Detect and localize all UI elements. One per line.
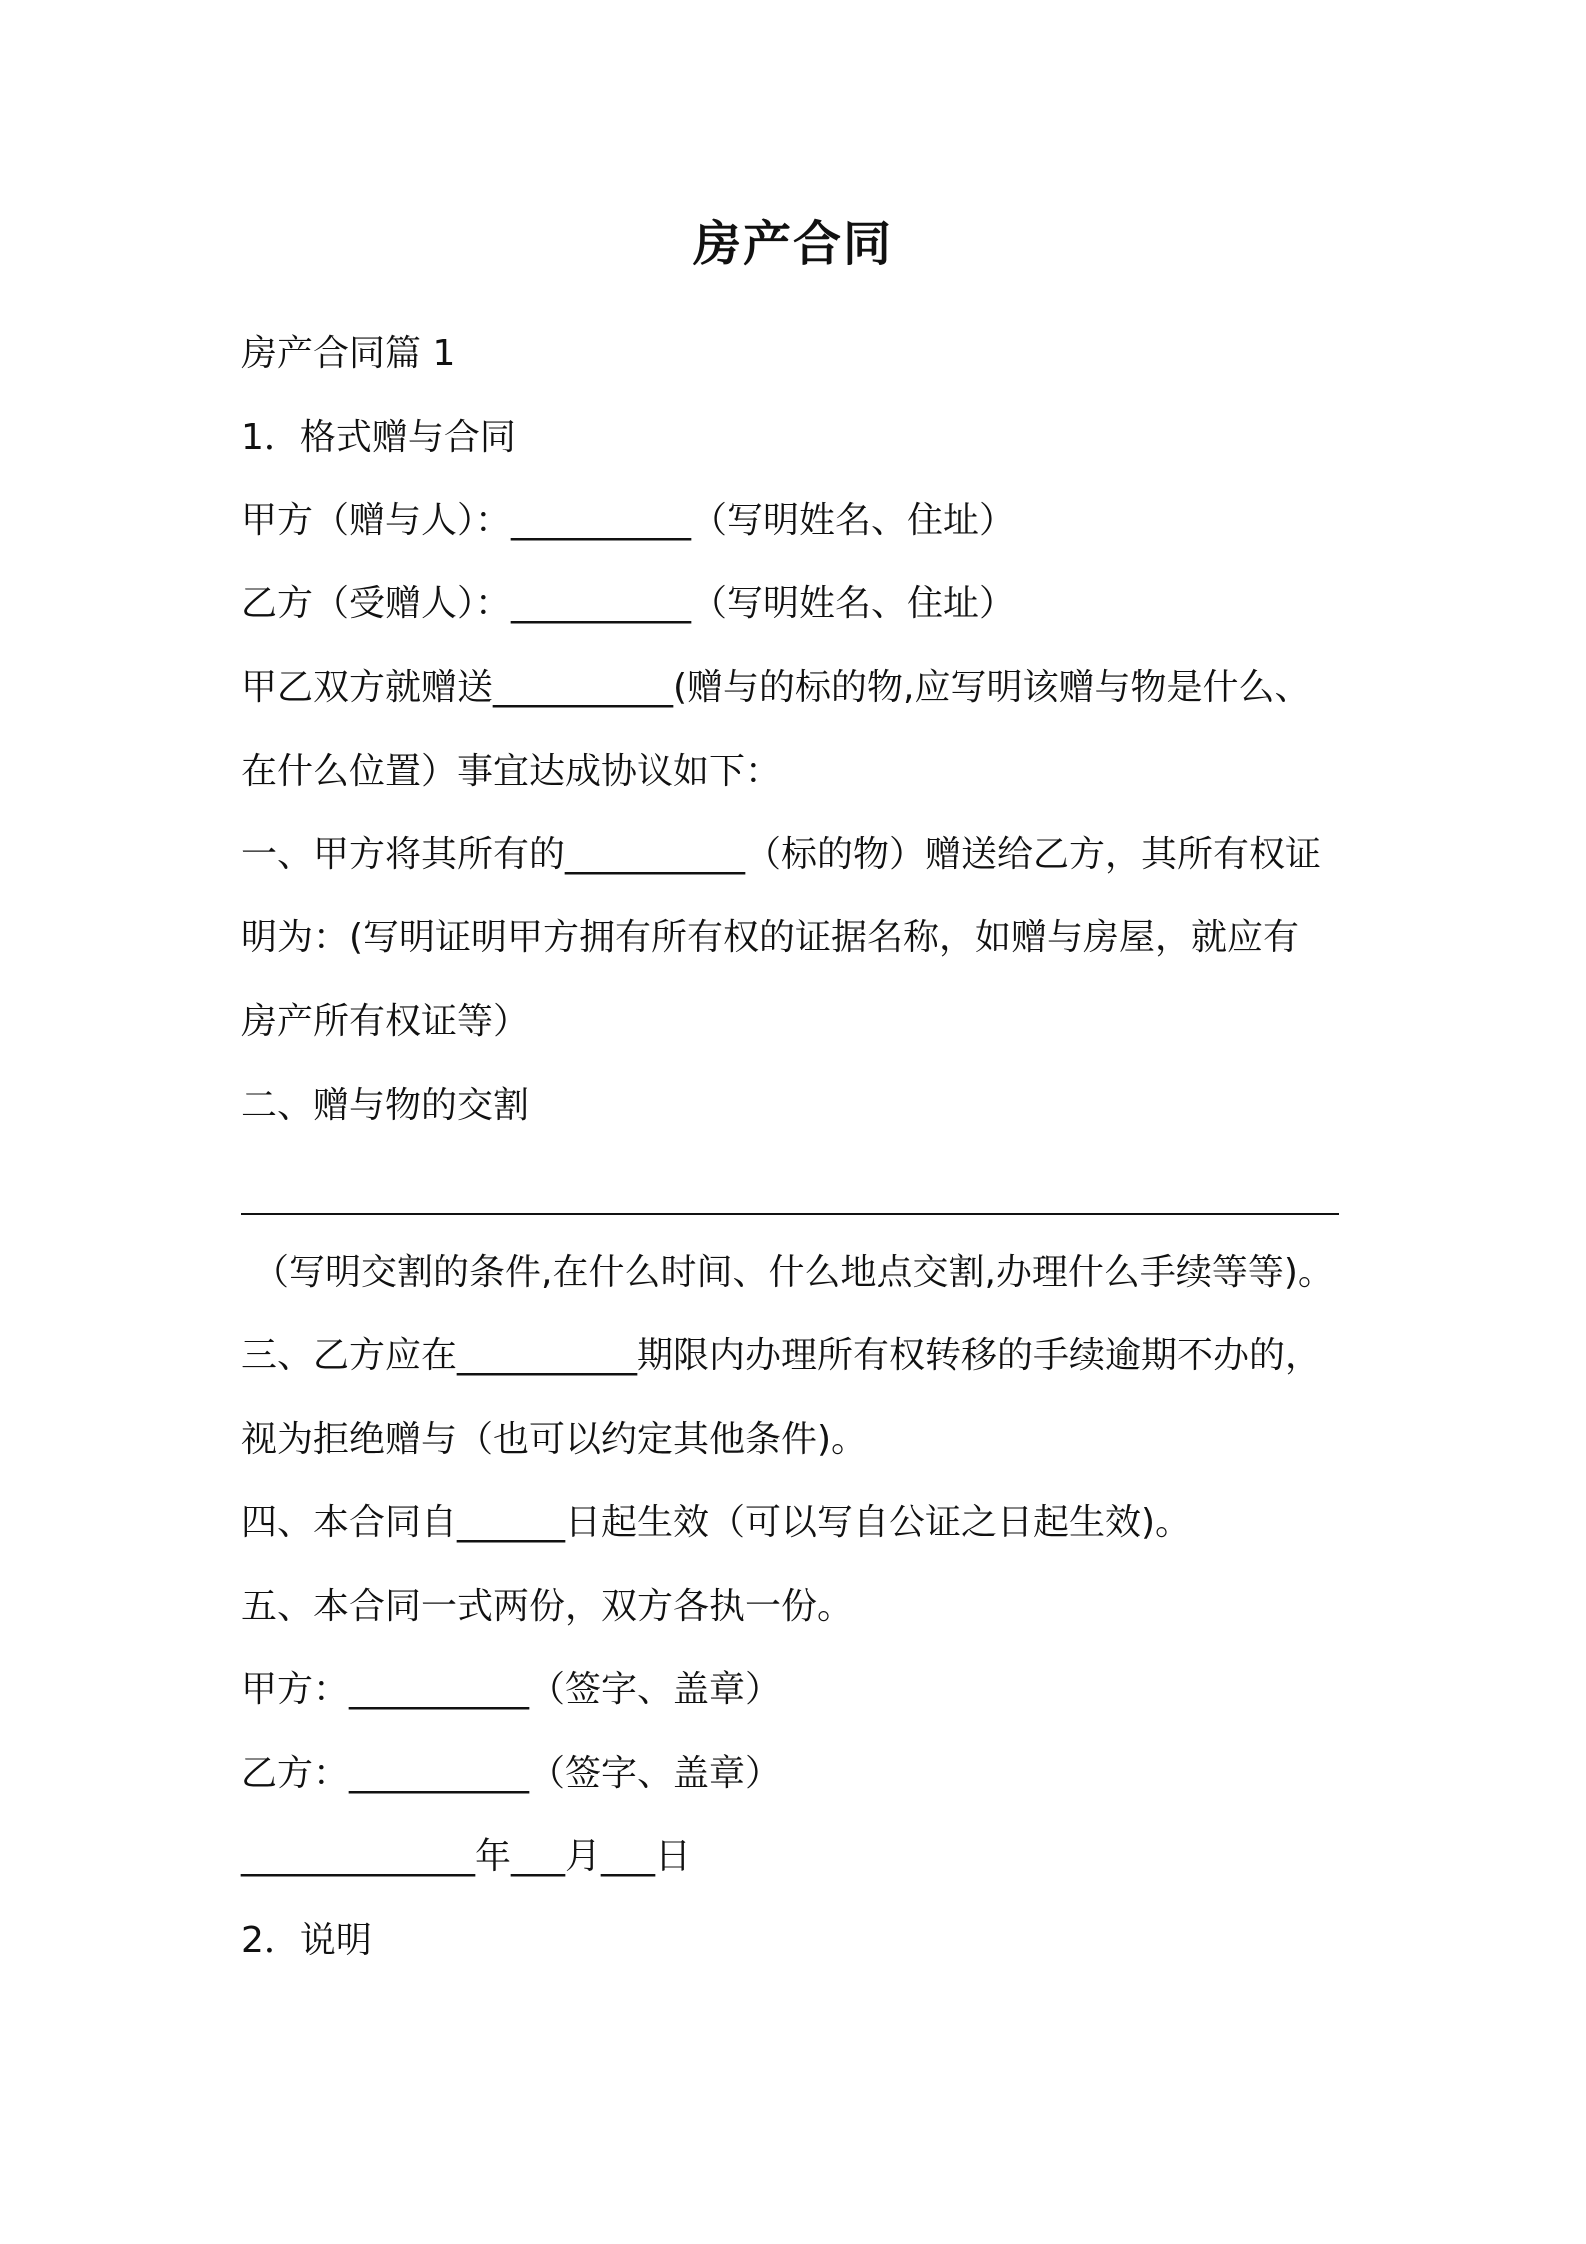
agreement-intro-line-2: 在什么位置）事宜达成协议如下： <box>241 751 782 792</box>
signature-party-a: 甲方：__________（签字、盖章） <box>241 1669 782 1710</box>
item1-heading: 1．格式赠与合同 <box>241 417 516 458</box>
fill-in-rule <box>241 1213 1339 1215</box>
clause2-heading: 二、赠与物的交割 <box>241 1085 530 1126</box>
clause1-line-2: 明为：(写明证明甲方拥有所有权的证据名称，如赠与房屋，就应有 <box>241 917 1300 958</box>
party-b-line: 乙方（受赠人）：__________（写明姓名、住址） <box>241 583 1016 624</box>
section-heading: 房产合同篇 1 <box>241 333 456 374</box>
party-a-line: 甲方（赠与人）：__________（写明姓名、住址） <box>241 500 1016 541</box>
clause2-note: （写明交割的条件,在什么时间、什么地点交割,办理什么手续等等)。 <box>253 1252 1334 1293</box>
document-title: 房产合同 <box>692 216 893 272</box>
clause4-line: 四、本合同自______日起生效（可以写自公证之日起生效)。 <box>241 1502 1192 1543</box>
clause3-line-2: 视为拒绝赠与（也可以约定其他条件)。 <box>241 1419 868 1460</box>
clause5-line: 五、本合同一式两份，双方各执一份。 <box>241 1586 854 1627</box>
clause1-line-3: 房产所有权证等） <box>241 1001 530 1042</box>
agreement-intro-line-1: 甲乙双方就赠送__________(赠与的标的物,应写明该赠与物是什么、 <box>241 667 1311 708</box>
clause3-line-1: 三、乙方应在__________期限内办理所有权转移的手续逾期不办的， <box>241 1335 1322 1376</box>
clause1-line-1: 一、甲方将其所有的__________（标的物）赠送给乙方，其所有权证 <box>241 834 1322 875</box>
item2-heading: 2．说明 <box>241 1920 372 1961</box>
signature-party-b: 乙方：__________（签字、盖章） <box>241 1753 782 1794</box>
date-line: _____________年___月___日 <box>241 1836 691 1877</box>
